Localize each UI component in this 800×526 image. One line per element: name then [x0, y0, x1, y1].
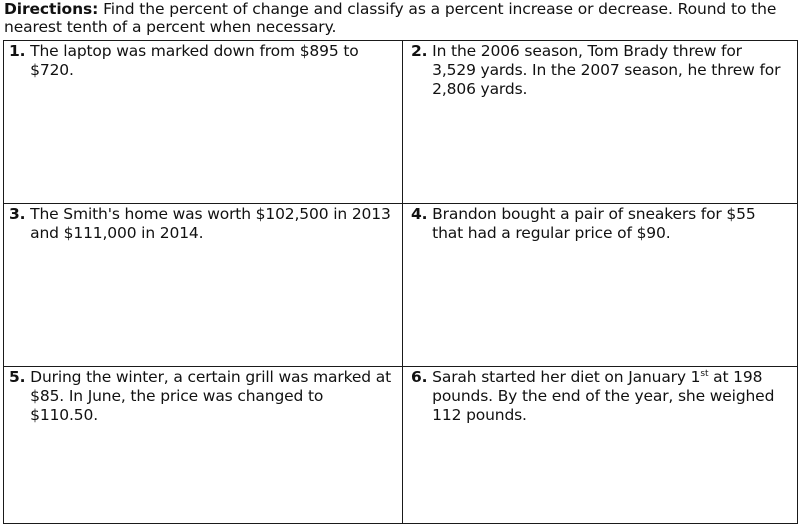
problem-number: 3.: [9, 205, 26, 223]
problem-text: Brandon bought a pair of sneakers for $55 that had a regular price of $90.: [432, 205, 756, 242]
problem-text: During the winter, a certain grill was marked at $85. In June, the price was changed to $110.50.: [30, 368, 391, 424]
problem-grid: [3, 40, 798, 524]
ordinal-superscript: st: [700, 368, 709, 379]
problem-text: The Smith's home was worth $102,500 in 2013 and $111,000 in 2014.: [30, 205, 391, 242]
directions-label: Directions:: [4, 0, 99, 18]
directions-text: Find the percent of change and classify as a percent increase or decrease. Round to the nearest tenth of a percent when necessary.: [4, 0, 777, 36]
problem-number: 1.: [9, 42, 26, 60]
problem-number: 2.: [411, 42, 428, 60]
problem-cell-6: [403, 367, 797, 523]
problem-text: In the 2006 season, Tom Brady threw for 3,529 yards. In the 2007 season, he threw for 2,806 yards.: [432, 42, 781, 98]
problem-cell-3: [4, 204, 403, 367]
problem-cell-5: [4, 367, 403, 523]
problem-text-part: at 198 pounds. By the end of the year, she weighed 112 pounds.: [432, 368, 775, 424]
problem-number: 5.: [9, 368, 26, 386]
directions: [4, 0, 794, 36]
problem-cell-2: [403, 41, 797, 204]
problem-cell-4: [403, 204, 797, 367]
problem-number: 6.: [411, 368, 428, 386]
problem-text: [432, 368, 789, 425]
problem-text-part: Sarah started her diet on January 1: [432, 368, 701, 386]
problem-text: The laptop was marked down from $895 to $720.: [30, 42, 359, 79]
problem-cell-1: [4, 41, 403, 204]
problem-number: 4.: [411, 205, 428, 223]
